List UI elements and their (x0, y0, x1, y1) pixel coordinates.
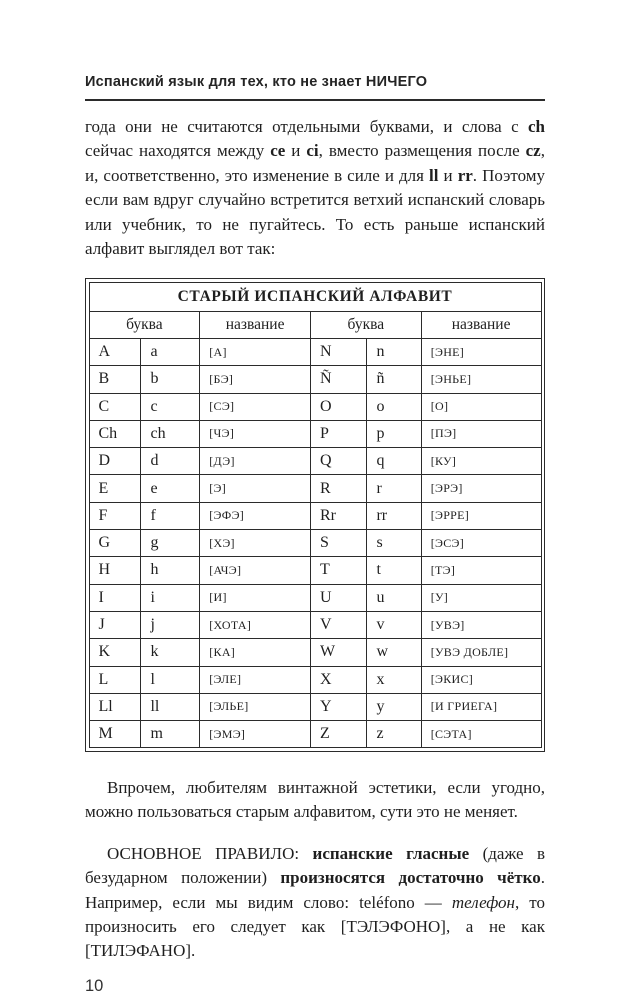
cell-letter: d (141, 448, 200, 475)
cell-letter: h (141, 557, 200, 584)
col-header-letter-right: буква (310, 311, 421, 338)
col-header-name-right: название (421, 311, 541, 338)
col-header-name-left: название (200, 311, 311, 338)
cell-pronunciation: [АЧЭ] (200, 557, 311, 584)
cell-letter: s (367, 530, 421, 557)
table-column-header-row (89, 311, 541, 338)
cell-letter: v (367, 611, 421, 638)
cell-letter: b (141, 366, 200, 393)
cell-pronunciation: [У] (421, 584, 541, 611)
cell-letter: O (310, 393, 367, 420)
cell-letter: Y (310, 693, 367, 720)
cell-letter: G (89, 530, 141, 557)
page-number: 10 (85, 976, 104, 995)
cell-pronunciation: [СЭ] (200, 393, 311, 420)
cell-letter: V (310, 611, 367, 638)
cell-letter: X (310, 666, 367, 693)
text-segment: Впрочем, любителям винтажной эстетики, если угодно, можно пользоваться старым алфавитом, сути это не меняет. (85, 777, 545, 822)
cell-letter: t (367, 557, 421, 584)
cell-pronunciation: [КА] (200, 639, 311, 666)
cell-letter: Ll (89, 693, 141, 720)
alphabet-row (89, 338, 541, 365)
cell-letter: o (367, 393, 421, 420)
cell-letter: w (367, 639, 421, 666)
cell-pronunciation: [КУ] (421, 448, 541, 475)
cell-letter: M (89, 721, 141, 748)
intro-paragraphs (85, 115, 545, 261)
cell-letter: p (367, 420, 421, 447)
text-segment: ce (270, 141, 286, 161)
alphabet-row (89, 611, 541, 638)
cell-letter: K (89, 639, 141, 666)
cell-pronunciation: [ЭРРЕ] (421, 502, 541, 529)
cell-pronunciation: [ДЭ] (200, 448, 311, 475)
alphabet-row (89, 584, 541, 611)
cell-letter: ñ (367, 366, 421, 393)
cell-letter: L (89, 666, 141, 693)
cell-letter: r (367, 475, 421, 502)
cell-letter: u (367, 584, 421, 611)
text-segment: сейчас находятся между (85, 141, 271, 161)
cell-letter: c (141, 393, 200, 420)
text-segment: и (438, 165, 458, 185)
cell-pronunciation: [ЭНЬЕ] (421, 366, 541, 393)
alphabet-table-wrapper (85, 278, 545, 751)
text-segment: , то произносить его следует как [ТЭЛЭФОНО], а не как [ТИЛЭФАНО]. (85, 892, 545, 961)
cell-pronunciation: [ЭКИС] (421, 666, 541, 693)
cell-letter: l (141, 666, 200, 693)
text-segment: ОСНОВНОЕ ПРАВИЛО: (107, 843, 313, 863)
alphabet-row (89, 666, 541, 693)
cell-pronunciation: [УВЭ] (421, 611, 541, 638)
cell-pronunciation: [ЧЭ] (200, 420, 311, 447)
text-segment: , и, соответственно, это изменение в силе и для (85, 141, 545, 185)
cell-pronunciation: [ПЭ] (421, 420, 541, 447)
text-segment: (даже в безударном положении) (85, 843, 545, 888)
cell-letter: n (367, 338, 421, 365)
cell-letter: g (141, 530, 200, 557)
alphabet-row (89, 420, 541, 447)
text-segment: cz (525, 141, 541, 161)
cell-letter: m (141, 721, 200, 748)
cell-letter: P (310, 420, 367, 447)
cell-pronunciation: [ХЭ] (200, 530, 311, 557)
cell-letter: rr (367, 502, 421, 529)
text-segment: ci (306, 141, 319, 161)
cell-pronunciation: [ЭРЭ] (421, 475, 541, 502)
cell-pronunciation: [ЭСЭ] (421, 530, 541, 557)
running-head-title: Испанский язык для тех, кто не знает НИЧЕГО (85, 74, 428, 90)
cell-letter: H (89, 557, 141, 584)
cell-pronunciation: [О] (421, 393, 541, 420)
cell-letter: N (310, 338, 367, 365)
alphabet-row (89, 502, 541, 529)
alphabet-row (89, 530, 541, 557)
cell-letter: q (367, 448, 421, 475)
cell-letter: S (310, 530, 367, 557)
cell-letter: Ñ (310, 366, 367, 393)
cell-letter: j (141, 611, 200, 638)
cell-pronunciation: [УВЭ ДОБЛЕ] (421, 639, 541, 666)
cell-letter: Ch (89, 420, 141, 447)
col-header-letter-left: буква (89, 311, 200, 338)
cell-letter: T (310, 557, 367, 584)
text-segment: , вместо размещения после (318, 141, 526, 161)
text-segment: . Например, если мы видим слово: teléfono — (85, 868, 545, 912)
cell-pronunciation: [ЭЛЕ] (200, 666, 311, 693)
text-segment: . Поэтому если вам вдруг случайно встретится ветхий испанский словарь или учебник, то не пугайтесь. То есть раньше испанский алфавит выглядел вот так: (85, 165, 546, 259)
cell-letter: U (310, 584, 367, 611)
cell-letter: J (89, 611, 141, 638)
cell-pronunciation: [Э] (200, 475, 311, 502)
cell-pronunciation: [СЭТА] (421, 721, 541, 748)
alphabet-table (89, 282, 542, 748)
alphabet-row (89, 557, 541, 584)
cell-pronunciation: [ТЭ] (421, 557, 541, 584)
paragraph (85, 842, 545, 964)
table-title-row (89, 282, 541, 311)
cell-pronunciation: [ЭЛЬЕ] (200, 693, 311, 720)
text-segment: rr (457, 165, 473, 185)
paragraph (85, 776, 545, 825)
cell-pronunciation: [А] (200, 338, 311, 365)
cell-pronunciation: [ЭМЭ] (200, 721, 311, 748)
cell-letter: R (310, 475, 367, 502)
cell-letter: i (141, 584, 200, 611)
text-segment: ll (429, 165, 439, 185)
alphabet-row (89, 366, 541, 393)
text-segment: произносятся достаточно чётко (280, 868, 541, 888)
cell-letter: x (367, 666, 421, 693)
cell-letter: E (89, 475, 141, 502)
cell-letter: e (141, 475, 200, 502)
cell-letter: C (89, 393, 141, 420)
cell-letter: a (141, 338, 200, 365)
cell-pronunciation: [И] (200, 584, 311, 611)
cell-letter: Z (310, 721, 367, 748)
cell-letter: f (141, 502, 200, 529)
alphabet-row (89, 393, 541, 420)
cell-letter: Q (310, 448, 367, 475)
running-head (85, 74, 545, 101)
alphabet-row (89, 721, 541, 748)
cell-letter: z (367, 721, 421, 748)
cell-letter: k (141, 639, 200, 666)
text-segment: и (285, 141, 307, 161)
cell-letter: W (310, 639, 367, 666)
cell-letter: D (89, 448, 141, 475)
cell-pronunciation: [ХОТА] (200, 611, 311, 638)
cell-letter: B (89, 366, 141, 393)
cell-pronunciation: [ЭНЕ] (421, 338, 541, 365)
text-segment: ch (528, 117, 545, 136)
alphabet-row (89, 693, 541, 720)
cell-letter: ll (141, 693, 200, 720)
alphabet-row (89, 448, 541, 475)
cell-letter: y (367, 693, 421, 720)
alphabet-row (89, 639, 541, 666)
text-segment: телефон (451, 892, 515, 912)
cell-letter: F (89, 502, 141, 529)
alphabet-row (89, 475, 541, 502)
table-title: СТАРЫЙ ИСПАНСКИЙ АЛФАВИТ (89, 282, 541, 311)
closing-paragraphs (85, 776, 545, 964)
cell-letter: I (89, 584, 141, 611)
text-segment: года они не считаются отдельными буквами, и слова с (85, 117, 528, 136)
cell-letter: ch (141, 420, 200, 447)
cell-pronunciation: [И ГРИЕГА] (421, 693, 541, 720)
cell-letter: Rr (310, 502, 367, 529)
cell-pronunciation: [БЭ] (200, 366, 311, 393)
text-segment: испанские гласные (312, 843, 470, 863)
paragraph (85, 115, 545, 261)
cell-pronunciation: [ЭФЭ] (200, 502, 311, 529)
cell-letter: A (89, 338, 141, 365)
